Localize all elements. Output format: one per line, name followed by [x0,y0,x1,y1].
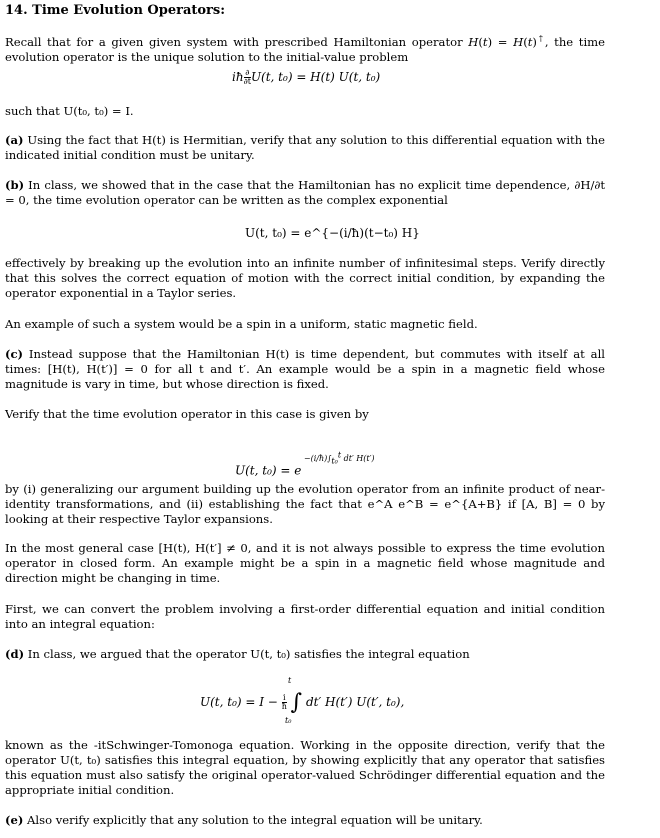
time-ordered-exponential: U(t, t₀) = e $^{-(i/ħ)\int_{t_0}^t dt' H(t')}$ [235,450,375,478]
part-e-label: (e) [5,813,24,827]
intro-paragraph: Recall that for a given given system with prescribed Hamiltonian operator H(t) = H(t)†, the time evolution operator is the unique solution to the initial-value problem [5,34,606,64]
part-b-label: (b) [5,178,25,192]
part-c: (c) Instead suppose that the Hamiltonian H(t) is time dependent, but commutes with itself at all times: [H(t), H(t′)] = 0 for all t and t′. An example would be a spin in a magnetic field whose magnitude is vary in time, but whose direction is fixed. [5,347,605,391]
schrodinger-equation: iħ $\frac{\partial}{\partial t}$ U(t, t₀) = H(t) U(t, t₀) [232,68,381,86]
partial-t-fraction: $\frac{\partial}{\partial t}$ [243,68,251,86]
lower-limit: t₀ [285,716,292,725]
initial-condition: such that U(t₀, t₀) = I. [5,104,134,118]
exponent-integral: −(i/ħ)∫t₀t dt′ H(t′) [301,450,375,466]
part-c-label: (c) [5,347,24,361]
after-d-paragraph: known as the -itSchwinger-Tomonoga equation. Working in the opposite direction, verify that the operator U(t, t₀) satisfies this integral equation, by showing explicitly that any operator that satisfies this equation must also satisfy the original operator-valued Schrödinger differential equation and the appropriate initial condition. [5,738,605,797]
part-a: (a) Using the fact that H(t) is Hermitian, verify that any solution to this differential equation with the indicated initial condition must be unitary. [5,133,605,162]
first-paragraph: First, we can convert the problem involving a first-order differential equation and initial condition into an integral equation: [5,602,605,631]
integral-equation: U(t, t₀) = I − $\frac{i}{ħ}$ ∫ dt′ H(t′) U(t′, t₀), [200,690,405,715]
part-b: (b) In class, we showed that in the case that the Hamiltonian has no explicit time dependence, ∂H/∂t = 0, the time evolution operator can be written as the complex exponential [5,178,605,207]
integral-sign: ∫ [290,690,303,715]
part-d: (d) In class, we argued that the operator U(t, t₀) satisfies the integral equation [5,647,470,661]
part-a-label: (a) [5,133,24,147]
exponential-equation: U(t, t₀) = e^{−(i/ħ)(t−t₀) H} [245,226,420,240]
problem-heading: 14. Time Evolution Operators: [5,3,226,18]
example-b-paragraph: An example of such a system would be a spin in a uniform, static magnetic field. [5,317,478,331]
after-b-paragraph: effectively by breaking up the evolution into an infinite number of infinitesimal steps. Verify directly that this solves the correct equation of motion with the correct initial condition, by expanding the operator exponential in a Taylor series. [5,256,605,300]
part-d-label: (d) [5,647,25,661]
verify-c-paragraph: Verify that the time evolution operator in this case is given by [5,407,369,421]
upper-limit: t [288,676,292,685]
i-over-hbar: $\frac{i}{ħ}$ [281,693,287,711]
general-case-paragraph: In the most general case [H(t), H(t′] ≠ 0, and it is not always possible to express the time evolution operator in closed form. An example might be a spin in a magnetic field whose magnitude and direction might be changing in time. [5,541,605,585]
part-e: (e) Also verify explicitly that any solution to the integral equation will be unitary. [5,813,483,827]
after-c-paragraph: by (i) generalizing our argument building up the evolution operator from an infinite product of near-identity transformations, and (ii) establishing the fact that e^A e^B = e^{A+B} if [A, B] = 0 by looking at their respective Taylor expansions. [5,482,605,526]
